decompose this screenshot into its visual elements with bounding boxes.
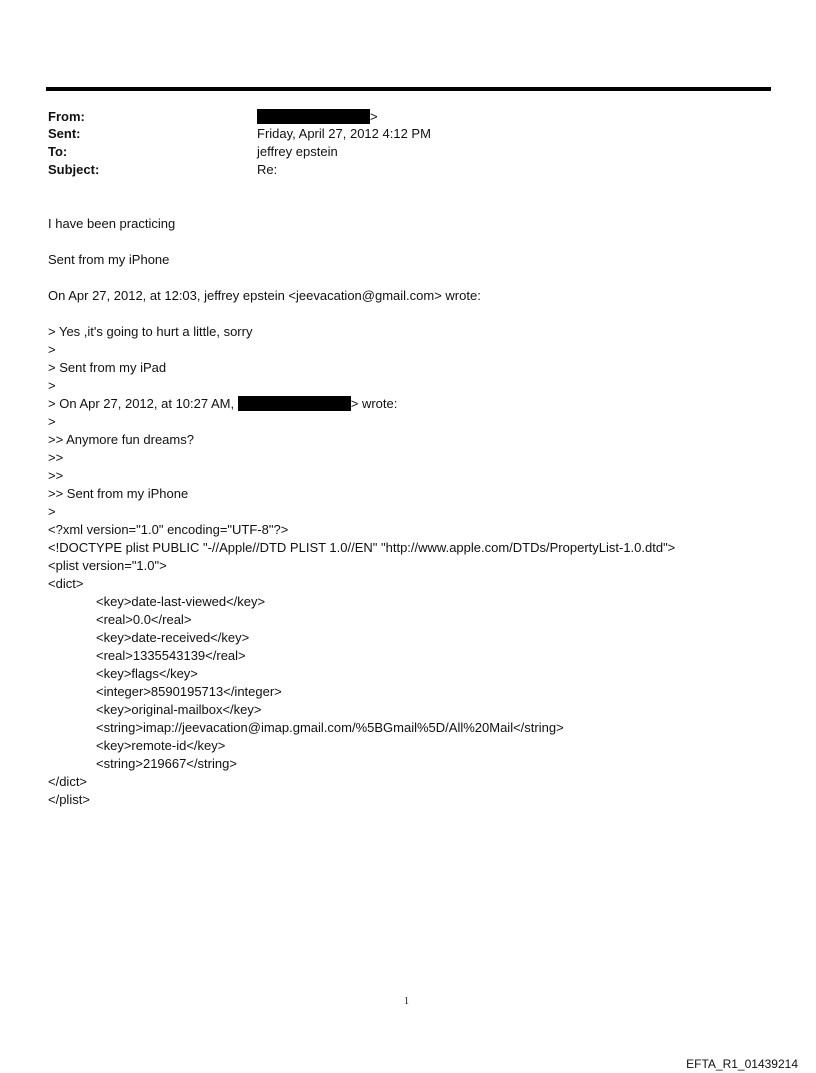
document-id: EFTA_R1_01439214	[686, 1057, 798, 1071]
to-value: jeffrey epstein	[257, 144, 338, 159]
quoted-line: >	[48, 504, 56, 519]
xml-line: <dict>	[48, 576, 84, 591]
quoted-line: > Sent from my iPad	[48, 360, 167, 375]
xml-line: </dict>	[48, 774, 88, 789]
quoted-line: >	[48, 414, 56, 429]
body-line: Sent from my iPhone	[48, 252, 170, 267]
quoted-line: >> Anymore fun dreams?	[48, 432, 194, 447]
quoted-line: >	[48, 342, 56, 357]
xml-line: <plist version="1.0">	[48, 558, 167, 573]
xml-line: <key>date-received</key>	[96, 630, 250, 645]
xml-line: <string>imap://jeevacation@imap.gmail.com/%5BGmail%5D/All%20Mail</string>	[96, 720, 564, 735]
quoted-line: > Yes ,it's going to hurt a little, sorry	[48, 324, 253, 339]
sent-label: Sent:	[48, 126, 81, 141]
xml-line: <real>1335543139</real>	[96, 648, 246, 663]
quoted-line	[48, 396, 397, 412]
page-number: 1	[404, 996, 409, 1007]
quoted-suffix: > wrote:	[350, 396, 398, 411]
xml-line: <real>0.0</real>	[96, 612, 192, 627]
redaction-box	[257, 109, 370, 124]
xml-line: <string>219667</string>	[96, 756, 237, 771]
from-label: From:	[48, 109, 85, 124]
subject-value: Re:	[257, 162, 278, 177]
quoted-line: >> Sent from my iPhone	[48, 486, 189, 501]
xml-line: <integer>8590195713</integer>	[96, 684, 282, 699]
xml-line: <key>remote-id</key>	[96, 738, 226, 753]
redaction-box	[238, 396, 351, 411]
sent-value: Friday, April 27, 2012 4:12 PM	[257, 126, 431, 141]
quoted-line: >	[48, 378, 56, 393]
xml-line: <key>original-mailbox</key>	[96, 702, 262, 717]
xml-line: <key>date-last-viewed</key>	[96, 594, 266, 609]
xml-line: <?xml version="1.0" encoding="UTF-8"?>	[48, 522, 289, 537]
subject-label: Subject:	[48, 162, 100, 177]
body-line: On Apr 27, 2012, at 12:03, jeffrey epstein <jeevacation@gmail.com> wrote:	[48, 288, 481, 303]
quoted-line: >>	[48, 468, 64, 483]
quoted-prefix: > On Apr 27, 2012, at 10:27 AM,	[48, 396, 235, 411]
header-rule	[46, 87, 771, 91]
xml-line: <!DOCTYPE plist PUBLIC "-//Apple//DTD PLIST 1.0//EN" "http://www.apple.com/DTDs/PropertyList-1.0.dtd">	[48, 540, 676, 555]
body-line: I have been practicing	[48, 216, 176, 231]
from-suffix: >	[370, 109, 378, 124]
to-label: To:	[48, 144, 68, 159]
xml-line: </plist>	[48, 792, 90, 807]
from-value	[257, 109, 378, 125]
xml-line: <key>flags</key>	[96, 666, 198, 681]
quoted-line: >>	[48, 450, 64, 465]
